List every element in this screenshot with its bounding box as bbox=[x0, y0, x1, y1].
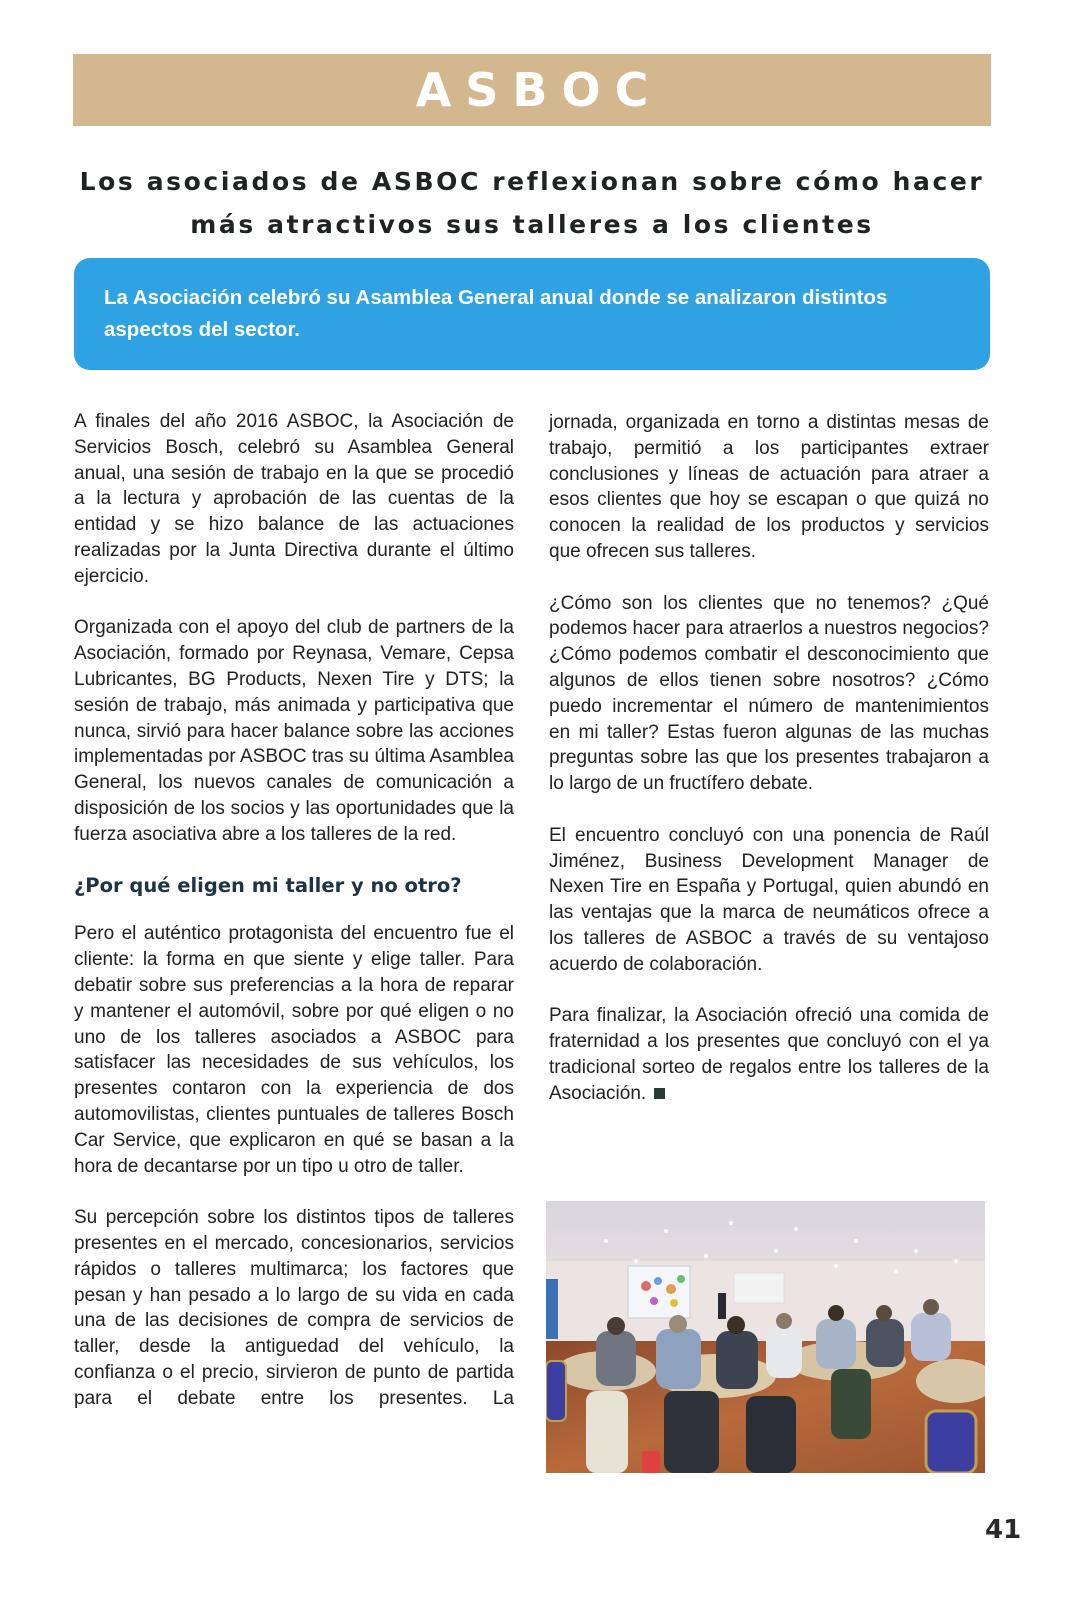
paragraph: jornada, organizada en torno a distintas mesas de trabajo, permitió a los participantes extraer conclusiones y líneas de actuación para atraer a esos clientes que hoy se escapan o que quizá no conocen la realidad de los productos y servicios que ofrecen sus talleres. bbox=[549, 412, 989, 562]
subheading: ¿Por qué eligen mi taller y no otro? bbox=[74, 874, 462, 898]
left-column bbox=[74, 409, 514, 1437]
conference-room-image bbox=[546, 1201, 985, 1473]
end-of-article-square-icon bbox=[654, 1088, 665, 1099]
paragraph: Organizada con el apoyo del club de partners de la Asociación, formado por Reynasa, Vemare, Cepsa Lubricantes, BG Products, Nexen Tire y DTS; la sesión de trabajo, más animada y participativa que nunca, sirvió para hacer balance sobre las acciones implementadas por ASBOC tras su última Asamblea General, los nuevos canales de comunicación a disposición de los socios y las oportunidades que la fuerza asociativa abre a los talleres de la red. bbox=[74, 617, 514, 845]
page-number: 41 bbox=[985, 1515, 1022, 1545]
asboc-rollup-banner bbox=[546, 1279, 558, 1339]
lead-text: La Asociación celebró su Asamblea General anual donde se analizaron distintos aspectos del sector. bbox=[104, 286, 888, 341]
lead-box bbox=[74, 258, 990, 370]
headline-line-1: Los asociados de ASBOC reflexionan sobre cómo hacer bbox=[79, 167, 985, 196]
projection-screen bbox=[628, 1266, 690, 1318]
backdrop-panel bbox=[734, 1273, 784, 1303]
paragraph-text: Para finalizar, la Asociación ofreció una comida de fraternidad a los presentes que concluyó con el ya tradicional sorteo de regalos entre los talleres de la Asociación. bbox=[549, 1005, 989, 1104]
paragraph: A finales del año 2016 ASBOC, la Asociación de Servicios Bosch, celebró su Asamblea General anual, una sesión de trabajo en la que se procedió a la lectura y aprobación de las cuentas de la entidad y se hizo balance de las actuaciones realizadas por la Junta Directiva durante el último ejercicio. bbox=[74, 411, 514, 587]
final-paragraph bbox=[549, 1003, 989, 1106]
right-column bbox=[549, 410, 989, 1132]
speaker bbox=[718, 1293, 726, 1319]
article-headline bbox=[73, 160, 991, 246]
section-title: ASBOC bbox=[415, 63, 663, 117]
paragraph: Pero el auténtico protagonista del encuentro fue el cliente: la forma en que siente y elige taller. Para debatir sobre sus preferencias a la hora de reparar y mantener el automóvil, sobre por qué eligen o no uno de los talleres asociados a ASBOC para satisfacer las necesidades de sus vehículos, los presentes contaron con la experiencia de dos automovilistas, clientes puntuales de talleres Bosch Car Service, que explicaron en qué se basan a la hora de decantarse por un tipo u otro de taller. bbox=[74, 923, 514, 1177]
section-banner bbox=[73, 54, 991, 126]
paragraph: Su percepción sobre los distintos tipos de talleres presentes en el mercado, concesionarios, servicios rápidos o talleres multimarca; los factores que pesan y han pesado a lo largo de su vida en cada una de las decisiones de compra de servicios de taller, desde la antiguedad del vehículo, la confianza o el precio, sirvieron de punto de partida para el debate entre los presentes. La bbox=[74, 1207, 514, 1409]
paragraph: El encuentro concluyó con una ponencia de Raúl Jiménez, Business Development Manager de Nexen Tire en España y Portugal, quien abundó en las ventajas que la marca de neumáticos ofrece a los talleres de ASBOC a través de su ventajoso acuerdo de colaboración. bbox=[549, 824, 989, 975]
event-photo bbox=[546, 1201, 985, 1473]
paragraph: ¿Cómo son los clientes que no tenemos? ¿Qué podemos hacer para atraerlos a nuestros negocios? ¿Cómo podemos combatir el desconocimiento que algunos de ellos tienen sobre nosotros? ¿Cómo puedo incrementar el número de mantenimientos en mi taller? Estas fueron algunas de las muchas preguntas sobre las que los presentes trabajaron a lo largo de un fructífero debate. bbox=[549, 592, 989, 795]
headline-line-2: más atractivos sus talleres a los clientes bbox=[190, 210, 874, 239]
